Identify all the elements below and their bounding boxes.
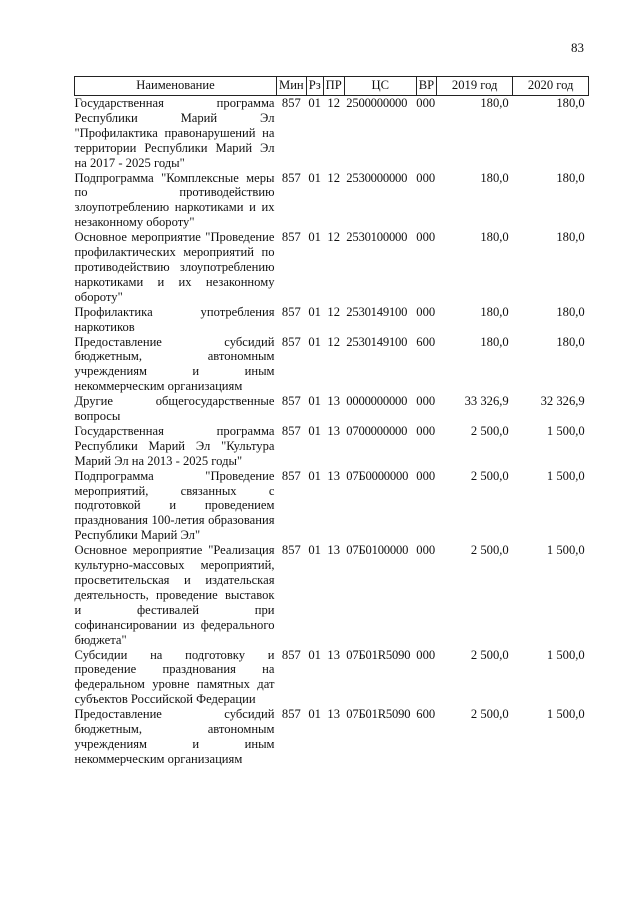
table-row bbox=[75, 230, 589, 305]
cell-vr: 600 bbox=[416, 334, 436, 349]
cell-vr: 600 bbox=[416, 707, 436, 722]
cell-2019: 2 500,0 bbox=[470, 647, 509, 662]
cell-min: 857 bbox=[281, 334, 301, 349]
cell-rz: 01 bbox=[308, 647, 321, 662]
cell-2019: 2 500,0 bbox=[470, 707, 509, 722]
cell-min: 857 bbox=[281, 647, 301, 662]
cell-2019: 180,0 bbox=[480, 230, 509, 245]
cell-pr: 13 bbox=[327, 394, 341, 409]
cell-vr: 000 bbox=[416, 423, 436, 438]
cell-name: Подпрограмма "Комплексные меры по противодействию злоупотреблению наркотиками и их незаконному обороту" bbox=[74, 170, 275, 230]
cell-vr: 000 bbox=[416, 647, 436, 662]
cell-rz: 01 bbox=[308, 230, 321, 245]
cell-pr: 13 bbox=[327, 707, 341, 722]
table-body bbox=[75, 96, 589, 767]
cell-pr: 13 bbox=[327, 543, 341, 558]
cell-rz: 01 bbox=[308, 334, 321, 349]
header-pr: ПР bbox=[323, 77, 344, 96]
cell-cs: 07Б0000000 bbox=[346, 468, 409, 483]
cell-2020: 1 500,0 bbox=[546, 468, 585, 483]
cell-name: Государственная программа Республики Марий Эл "Культура Марий Эл на 2013 - 2025 годы" bbox=[74, 423, 275, 468]
header-rz: Рз bbox=[306, 77, 323, 96]
header-cs: ЦС bbox=[344, 77, 416, 96]
cell-2019: 180,0 bbox=[480, 334, 509, 349]
cell-name: Подпрограмма "Проведение мероприятий, связанных с подготовкой и проведением празднования 100-летия образования Республики Марий Эл" bbox=[74, 468, 275, 543]
cell-2020: 180,0 bbox=[556, 96, 585, 110]
cell-name: Основное мероприятие "Реализация культурно-массовых мероприятий, просветительская и издательская деятельность, проведение выставок и фестивалей при софинансировании из федерального бюджета" bbox=[74, 543, 275, 647]
cell-name: Профилактика употребления наркотиков bbox=[74, 304, 275, 334]
cell-2019: 180,0 bbox=[480, 170, 509, 185]
header-2019: 2019 год bbox=[437, 77, 513, 96]
cell-cs: 2530100000 bbox=[346, 230, 408, 245]
cell-cs: 07Б01R5090 bbox=[346, 647, 411, 662]
cell-cs: 2530149100 bbox=[346, 304, 408, 319]
table-row bbox=[75, 469, 589, 544]
table-row bbox=[75, 543, 589, 647]
cell-2020: 180,0 bbox=[556, 170, 585, 185]
cell-2019: 2 500,0 bbox=[470, 468, 509, 483]
cell-min: 857 bbox=[281, 707, 301, 722]
cell-2019: 180,0 bbox=[480, 96, 509, 110]
cell-cs: 07Б0100000 bbox=[346, 543, 409, 558]
cell-2019: 2 500,0 bbox=[470, 543, 509, 558]
cell-name: Государственная программа Республики Марий Эл "Профилактика правонарушений на территории Республики Марий Эл на 2017 - 2025 годы" bbox=[74, 96, 275, 170]
cell-cs: 0700000000 bbox=[346, 423, 408, 438]
cell-min: 857 bbox=[281, 468, 301, 483]
cell-2020: 1 500,0 bbox=[546, 647, 585, 662]
cell-name: Предоставление субсидий бюджетным, автономным учреждениям и иным некоммерческим организациям bbox=[74, 334, 275, 394]
cell-rz: 01 bbox=[308, 423, 321, 438]
cell-pr: 12 bbox=[327, 170, 341, 185]
cell-name: Предоставление субсидий бюджетным, автономным учреждениям и иным некоммерческим организациям bbox=[74, 707, 275, 766]
table-row bbox=[75, 707, 589, 767]
cell-rz: 01 bbox=[308, 304, 321, 319]
cell-2019: 33 326,9 bbox=[464, 394, 509, 409]
cell-vr: 000 bbox=[416, 230, 436, 245]
table-row bbox=[75, 394, 589, 424]
cell-rz: 01 bbox=[308, 170, 321, 185]
cell-pr: 12 bbox=[327, 230, 341, 245]
cell-min: 857 bbox=[281, 230, 301, 245]
cell-2020: 1 500,0 bbox=[546, 423, 585, 438]
cell-min: 857 bbox=[281, 304, 301, 319]
cell-vr: 000 bbox=[416, 394, 436, 409]
table-row bbox=[75, 424, 589, 469]
header-name: Наименование bbox=[75, 77, 277, 96]
cell-2019: 180,0 bbox=[480, 304, 509, 319]
cell-2020: 180,0 bbox=[556, 230, 585, 245]
cell-vr: 000 bbox=[416, 543, 436, 558]
cell-rz: 01 bbox=[308, 707, 321, 722]
page-number: 83 bbox=[571, 40, 584, 55]
cell-2020: 1 500,0 bbox=[546, 543, 585, 558]
cell-cs: 0000000000 bbox=[346, 394, 408, 409]
cell-rz: 01 bbox=[308, 394, 321, 409]
cell-min: 857 bbox=[281, 543, 301, 558]
cell-vr: 000 bbox=[416, 468, 436, 483]
table-row bbox=[75, 96, 589, 171]
cell-rz: 01 bbox=[308, 468, 321, 483]
table-header bbox=[75, 77, 589, 96]
cell-min: 857 bbox=[281, 170, 301, 185]
cell-2020: 180,0 bbox=[556, 304, 585, 319]
cell-pr: 13 bbox=[327, 468, 341, 483]
cell-pr: 12 bbox=[327, 304, 341, 319]
cell-vr: 000 bbox=[416, 170, 436, 185]
table-row bbox=[75, 648, 589, 708]
cell-cs: 07Б01R5090 bbox=[346, 707, 411, 722]
cell-name: Основное мероприятие "Проведение профилактических мероприятий по противодействию злоупотреблению наркотиками и их незаконному обороту" bbox=[74, 230, 275, 304]
cell-pr: 12 bbox=[327, 96, 341, 110]
cell-2020: 180,0 bbox=[556, 334, 585, 349]
cell-min: 857 bbox=[281, 96, 301, 110]
cell-min: 857 bbox=[281, 423, 301, 438]
header-2020: 2020 год bbox=[513, 77, 589, 96]
table-row bbox=[75, 335, 589, 395]
cell-pr: 13 bbox=[327, 423, 341, 438]
cell-2019: 2 500,0 bbox=[470, 423, 509, 438]
cell-pr: 12 bbox=[327, 334, 341, 349]
cell-name: Другие общегосударственные вопросы bbox=[74, 394, 275, 424]
header-vr: ВР bbox=[416, 77, 436, 96]
cell-2020: 32 326,9 bbox=[540, 394, 585, 409]
cell-rz: 01 bbox=[308, 96, 321, 110]
table-row bbox=[75, 171, 589, 231]
cell-rz: 01 bbox=[308, 543, 321, 558]
cell-vr: 000 bbox=[416, 304, 436, 319]
cell-pr: 13 bbox=[327, 647, 341, 662]
cell-name: Субсидии на подготовку и проведение празднования на федеральном уровне памятных дат субъектов Российской Федерации bbox=[74, 647, 275, 707]
cell-cs: 2530149100 bbox=[346, 334, 408, 349]
cell-cs: 2500000000 bbox=[346, 96, 408, 110]
table-row bbox=[75, 305, 589, 335]
cell-cs: 2530000000 bbox=[346, 170, 408, 185]
cell-min: 857 bbox=[281, 394, 301, 409]
header-min: Мин bbox=[277, 77, 307, 96]
budget-table bbox=[74, 76, 589, 767]
cell-2020: 1 500,0 bbox=[546, 707, 585, 722]
cell-vr: 000 bbox=[416, 96, 436, 110]
